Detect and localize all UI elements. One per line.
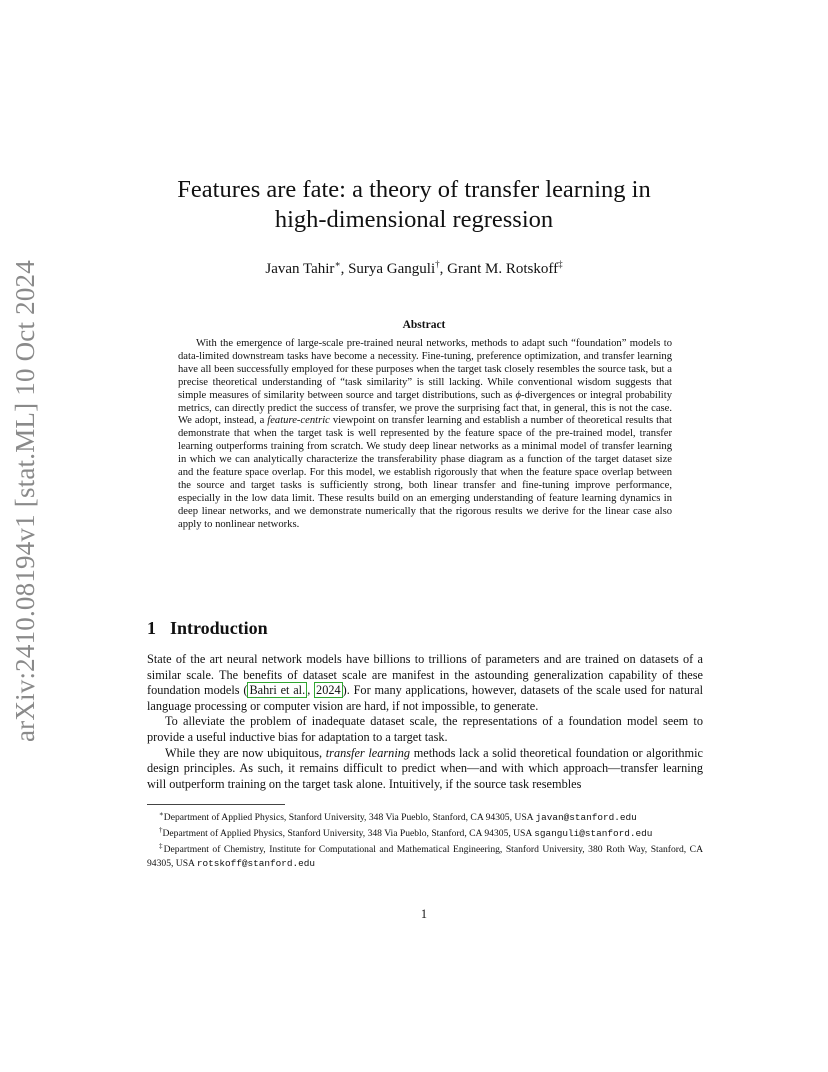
footnote-text: Department of Applied Physics, Stanford University, 348 Via Pueblo, Stanford, CA 94305, USA bbox=[162, 828, 535, 840]
abstract-segment: -divergences or integral probability metrics, can directly predict the success of transfer, we prove the surprising fact that, in general, this is not the case. We adopt, instead, a bbox=[178, 389, 672, 427]
introduction-body bbox=[147, 652, 703, 792]
footnote-mark: ∗ bbox=[159, 810, 164, 818]
footnote-text: Department of Chemistry, Institute for Computational and Mathematical Engineering, Stanford University, 380 Roth Way, Stanford, CA 94305, USA bbox=[147, 844, 704, 869]
author-footnote-mark[interactable]: ∗ bbox=[334, 259, 341, 269]
title-line-1: Features are fate: a theory of transfer learning in bbox=[177, 176, 651, 203]
title-line-2: high-dimensional regression bbox=[274, 206, 554, 233]
author-name: Javan Tahir bbox=[265, 261, 335, 277]
footnote-email[interactable]: sganguli@stanford.edu bbox=[534, 828, 653, 840]
section-number: 1 bbox=[147, 618, 156, 638]
author-footnote-mark[interactable]: † bbox=[435, 259, 440, 269]
intro-segment: While they are now ubiquitous, bbox=[165, 745, 326, 760]
author-name: Grant M. Rotskoff bbox=[447, 261, 559, 277]
paper-title bbox=[150, 175, 678, 235]
abstract-segment: With the emergence of large-scale pre-trained neural networks, methods to adapt such “foundation” models to data-limited downstream tasks have become a necessity. Fine-tuning, preference optimization, and transfer learning have all been successfully employed for these purposes when the target task closely resembles the source task, but a precise theoretical understanding of “task similarity” is still lacking. While conventional wisdom suggests that simple measures of similarity between source and target distributions, such as bbox=[178, 338, 672, 401]
citation-link-year[interactable]: 2024 bbox=[316, 683, 341, 698]
abstract-segment: viewpoint on transfer learning and establish a number of theoretical results that demonstrate that when the target task is well represented by the feature space of the pre-trained model, transfer learning outperforms training from scratch. We study deep linear networks as a minimal model of transfer learning in which we can analytically characterize the transferability phase diagram as a function of the target dataset size and the feature space overlap. For this model, we establish rigorously that when the feature space overlap between the source and target tasks is sufficiently strong, both linear transfer and fine-tuning improve performance, especially in the low data limit. These results build on an emerging understanding of feature learning dynamics in deep linear networks, and we demonstrate numerically that the rigorous results we derive for the linear case also apply to nonlinear networks. bbox=[178, 415, 672, 530]
intro-paragraph-1 bbox=[147, 652, 703, 714]
arxiv-identifier-stamp: arXiv:2410.08194v1 [stat.ML] 10 Oct 2024 bbox=[10, 260, 40, 742]
footnote-1 bbox=[147, 808, 703, 824]
author-3 bbox=[447, 261, 562, 277]
footnote-mark: † bbox=[159, 826, 163, 835]
author-list bbox=[150, 254, 678, 279]
footnote-text: Department of Applied Physics, Stanford University, 348 Via Pueblo, Stanford, CA 94305, USA bbox=[163, 812, 536, 823]
footnote-mark: ‡ bbox=[159, 842, 164, 851]
footnotes bbox=[147, 808, 703, 870]
intro-paragraph-3 bbox=[147, 746, 703, 793]
intro-segment: ). For many applications, however, datasets of the scale used for natural language processing or computer vision are hard, if not impossible, to generate. bbox=[147, 683, 704, 713]
footnote-divider bbox=[147, 804, 285, 805]
section-heading-introduction bbox=[147, 617, 268, 639]
abstract-emphasis: feature-centric bbox=[267, 415, 330, 427]
intro-segment: State of the art neural network models have billions to trillions of parameters and are trained on datasets of a similar scale. The benefits of dataset scale are manifest in the astounding generalization capability of these foundation models ( bbox=[147, 652, 703, 698]
author-footnote-mark[interactable]: ‡ bbox=[558, 259, 563, 269]
citation-link-author[interactable]: Bahri et al. bbox=[249, 683, 306, 698]
citation-separator: , bbox=[307, 683, 315, 698]
author-1: Javan Tahir∗, bbox=[265, 259, 345, 277]
footnote-3 bbox=[147, 840, 703, 869]
author-2: Surya Ganguli†, bbox=[348, 259, 444, 277]
footnote-email[interactable]: rotskoff@stanford.edu bbox=[196, 857, 315, 869]
page-number: 1 bbox=[420, 907, 428, 921]
footnote-email[interactable]: javan@stanford.edu bbox=[535, 812, 637, 823]
abstract-text bbox=[178, 338, 672, 532]
phi-symbol: ϕ bbox=[515, 389, 522, 401]
footnote-2 bbox=[147, 824, 703, 840]
intro-emphasis: transfer learning bbox=[325, 745, 411, 760]
intro-segment: methods lack a solid theoretical foundation or algorithmic design principles. As such, it remains difficult to predict when—and with which approach—transfer learning will outperform training on the target task alone. Intuitively, if the source task resembles bbox=[147, 745, 703, 791]
section-title: Introduction bbox=[170, 618, 268, 638]
abstract-heading: Abstract bbox=[402, 319, 446, 331]
author-name: Surya Ganguli bbox=[348, 261, 436, 277]
intro-paragraph-2: To alleviate the problem of inadequate dataset scale, the representations of a foundation model seem to provide a useful inductive bias for adaptation to a target task. bbox=[147, 714, 703, 744]
